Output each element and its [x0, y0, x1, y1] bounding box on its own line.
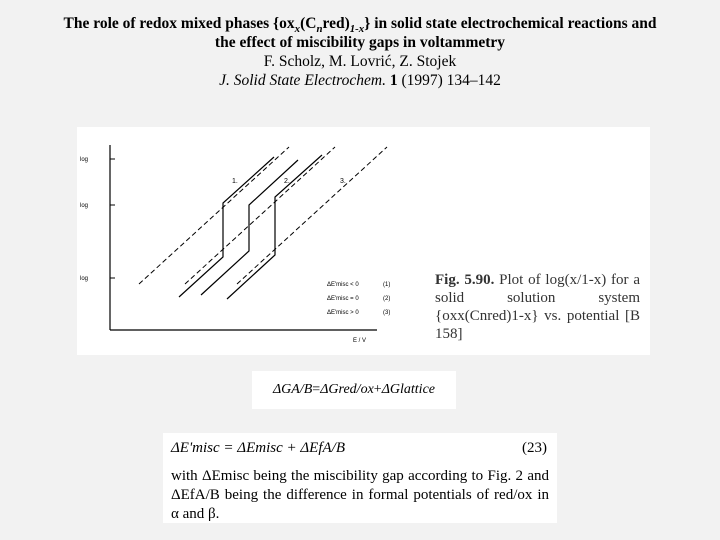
curve-label-1: 1.	[232, 178, 238, 185]
slide-header	[0, 14, 720, 90]
legend-num-1: (1)	[383, 282, 391, 288]
x-axis-label: E / V	[353, 338, 367, 344]
figure-caption	[435, 271, 640, 343]
caption-label: Fig. 5.90.	[435, 272, 495, 288]
equation-23-formula: ΔE'misc = ΔEmisc + ΔEfA/B	[171, 440, 346, 456]
legend-num-2: (2)	[383, 296, 391, 302]
title-line-1: The role of redox mixed phases $\{ox_x(C_nred)_{1-x}\}$ in solid state electrochemical reactions and	[63, 15, 657, 36]
equation-number: (23)	[522, 440, 547, 456]
caption-text: Plot of log(x/1-x) for a solid solution system {oxx(Cnred)1-x} vs. potential [B 158]	[435, 272, 640, 342]
authors: F. Scholz, M. Lovrić, Z. Stojek	[263, 53, 457, 70]
line-2	[185, 147, 335, 284]
title-line-2: the effect of miscibility gaps in voltammetry	[214, 34, 506, 51]
figure-panel	[77, 127, 650, 355]
curve-label-3: 3.	[340, 178, 346, 185]
equation-explanation: with ΔEmisc being the miscibility gap according to Fig. 2 and ΔEfA/B being the difference in formal potentials of red/ox in α and β.	[171, 468, 549, 522]
y-label-top: log	[80, 157, 89, 163]
equation-gibbs: ΔGA/B = ΔGred/ox + ΔGlattice	[252, 371, 456, 409]
legend-expr-3: ΔE'misc > 0	[327, 310, 359, 316]
legend-num-3: (3)	[383, 310, 391, 316]
y-label-low: log	[80, 276, 89, 282]
curve-3	[227, 155, 322, 299]
curve-label-2: 2.	[284, 178, 290, 185]
legend-expr-2: ΔE'misc = 0	[327, 296, 359, 302]
citation: J. Solid State Electrochem. 1 (1997) 134–142	[219, 72, 501, 89]
equation-miscibility	[163, 433, 557, 523]
legend-expr-1: ΔE'misc < 0	[327, 282, 359, 288]
y-label-mid: log	[80, 203, 89, 209]
